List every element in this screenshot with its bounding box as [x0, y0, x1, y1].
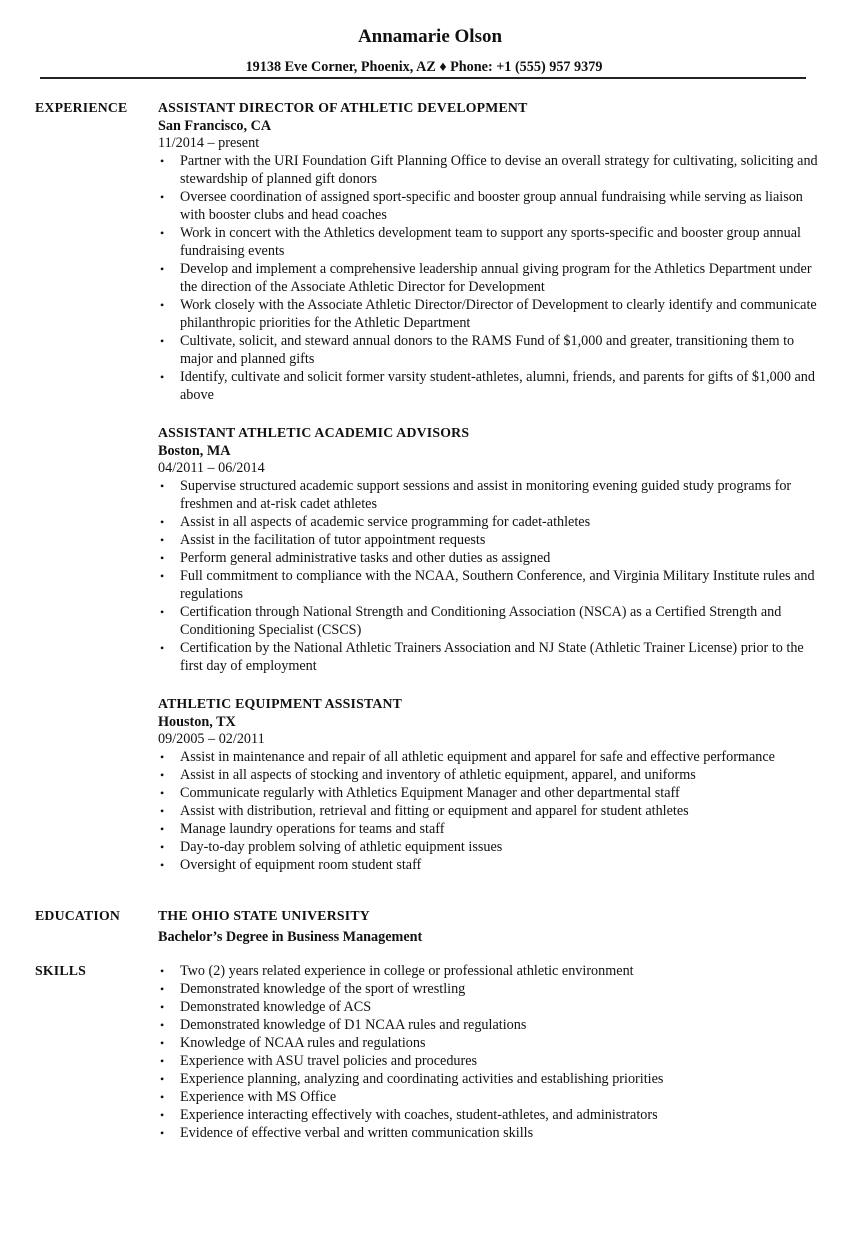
- bullet-item: [158, 1016, 818, 1034]
- bullet-icon: •: [160, 1018, 165, 1032]
- skills-label: SKILLS: [35, 963, 87, 978]
- bullet-item: [158, 1070, 818, 1088]
- bullet-item: [158, 188, 818, 224]
- bullet-text: Experience interacting effectively with coaches, student-athletes, and administrators: [180, 1107, 658, 1123]
- education-school: THE OHIO STATE UNIVERSITY: [158, 908, 370, 923]
- bullet-text: Demonstrated knowledge of D1 NCAA rules and regulations: [180, 1017, 527, 1033]
- job-entry: [158, 99, 818, 404]
- bullet-text: Partner with the URI Foundation Gift Planning Office to devise an overall strategy for cultivating, soliciting and stewardship of planned gift donors: [180, 153, 818, 187]
- bullet-icon: •: [160, 964, 165, 978]
- bullet-icon: •: [160, 786, 165, 800]
- bullet-item: [158, 1088, 818, 1106]
- job-bullets: [158, 152, 818, 404]
- bullet-text: Certification by the National Athletic Trainers Association and NJ State (Athletic Trainer License) prior to the first day of employment: [180, 640, 804, 674]
- bullet-item: [158, 802, 818, 820]
- education-degree: Bachelor’s Degree in Business Management: [158, 929, 423, 945]
- bullet-icon: •: [160, 226, 165, 240]
- bullet-icon: •: [160, 533, 165, 547]
- bullet-item: [158, 838, 818, 856]
- bullet-item: [158, 603, 818, 639]
- experience-jobs: [158, 99, 818, 894]
- job-location: Houston, TX: [158, 714, 236, 730]
- bullet-text: Work in concert with the Athletics development team to support any sports-specific and booster group annual fundraising events: [180, 225, 801, 259]
- bullet-icon: •: [160, 858, 165, 872]
- bullet-icon: •: [160, 298, 165, 312]
- skills-list: [158, 962, 818, 1142]
- bullet-icon: •: [160, 569, 165, 583]
- job-title: ASSISTANT ATHLETIC ACADEMIC ADVISORS: [158, 425, 470, 440]
- bullet-item: [158, 513, 818, 531]
- bullet-item: [158, 296, 818, 332]
- bullet-item: [158, 784, 818, 802]
- bullet-item: [158, 998, 818, 1016]
- bullet-text: Cultivate, solicit, and steward annual donors to the RAMS Fund of $1,000 and greater, transitioning them to major and planned gifts: [180, 333, 795, 367]
- bullet-item: [158, 1034, 818, 1052]
- candidate-name: Annamarie Olson: [357, 26, 503, 47]
- bullet-item: [158, 477, 818, 513]
- bullet-icon: •: [160, 262, 165, 276]
- bullet-icon: •: [160, 370, 165, 384]
- job-location: Boston, MA: [158, 443, 231, 459]
- bullet-text: Demonstrated knowledge of ACS: [180, 999, 372, 1015]
- job-dates: 04/2011 – 06/2014: [158, 460, 265, 476]
- bullet-text: Day-to-day problem solving of athletic equipment issues: [180, 839, 503, 855]
- job-entry: [158, 695, 818, 874]
- bullet-item: [158, 639, 818, 675]
- bullet-item: [158, 531, 818, 549]
- job-bullets: [158, 748, 818, 874]
- bullet-icon: •: [160, 804, 165, 818]
- bullet-text: Experience planning, analyzing and coordinating activities and establishing priorities: [180, 1071, 664, 1087]
- job-title: ASSISTANT DIRECTOR OF ATHLETIC DEVELOPMENT: [158, 100, 528, 115]
- bullet-icon: •: [160, 1126, 165, 1140]
- bullet-icon: •: [160, 551, 165, 565]
- bullet-item: [158, 224, 818, 260]
- bullet-icon: •: [160, 1090, 165, 1104]
- bullet-icon: •: [160, 982, 165, 996]
- job-dates: 11/2014 – present: [158, 135, 260, 151]
- bullet-item: [158, 368, 818, 404]
- bullet-icon: •: [160, 641, 165, 655]
- bullet-text: Assist in the facilitation of tutor appointment requests: [180, 532, 486, 548]
- bullet-text: Oversight of equipment room student staff: [180, 857, 422, 873]
- education-body: [158, 907, 818, 946]
- job-dates: 09/2005 – 02/2011: [158, 731, 265, 747]
- bullet-icon: •: [160, 768, 165, 782]
- bullet-icon: •: [160, 1054, 165, 1068]
- bullet-item: [158, 332, 818, 368]
- experience-label: EXPERIENCE: [35, 100, 128, 115]
- bullet-text: Demonstrated knowledge of the sport of wrestling: [180, 981, 466, 997]
- bullet-item: [158, 748, 818, 766]
- bullet-text: Evidence of effective verbal and written communication skills: [180, 1125, 534, 1141]
- header-divider: [40, 77, 806, 79]
- bullet-icon: •: [160, 840, 165, 854]
- bullet-item: [158, 1106, 818, 1124]
- bullet-icon: •: [160, 750, 165, 764]
- bullet-text: Assist in all aspects of stocking and inventory of athletic equipment, apparel, and uniforms: [180, 767, 696, 783]
- bullet-text: Assist in maintenance and repair of all athletic equipment and apparel for safe and effective performance: [180, 749, 775, 765]
- bullet-text: Perform general administrative tasks and other duties as assigned: [180, 550, 551, 566]
- bullet-icon: •: [160, 334, 165, 348]
- bullet-text: Full commitment to compliance with the NCAA, Southern Conference, and Virginia Military Institute rules and regulations: [180, 568, 815, 602]
- bullet-icon: •: [160, 479, 165, 493]
- bullet-text: Knowledge of NCAA rules and regulations: [180, 1035, 426, 1051]
- bullet-text: Oversee coordination of assigned sport-specific and booster group annual fundraising while serving as liaison with booster clubs and head coaches: [180, 189, 803, 223]
- bullet-text: Experience with MS Office: [180, 1089, 337, 1105]
- bullet-item: [158, 856, 818, 874]
- bullet-text: Experience with ASU travel policies and procedures: [180, 1053, 478, 1069]
- contact-line: 19138 Eve Corner, Phoenix, AZ ♦ Phone: +1 (555) 957 9379: [245, 59, 603, 75]
- bullet-icon: •: [160, 1072, 165, 1086]
- bullet-item: [158, 980, 818, 998]
- bullet-text: Two (2) years related experience in college or professional athletic environment: [180, 963, 634, 979]
- bullet-icon: •: [160, 1108, 165, 1122]
- bullet-item: [158, 567, 818, 603]
- bullet-item: [158, 152, 818, 188]
- education-label: EDUCATION: [35, 908, 121, 923]
- bullet-text: Supervise structured academic support sessions and assist in monitoring evening guided study programs for freshmen and at-risk cadet athletes: [180, 478, 792, 512]
- bullet-icon: •: [160, 190, 165, 204]
- bullet-item: [158, 962, 818, 980]
- bullet-text: Identify, cultivate and solicit former varsity student-athletes, alumni, friends, and parents for gifts of $1,000 and above: [180, 369, 815, 403]
- bullet-item: [158, 1052, 818, 1070]
- bullet-icon: •: [160, 822, 165, 836]
- bullet-text: Assist with distribution, retrieval and fitting or equipment and apparel for student athletes: [180, 803, 689, 819]
- bullet-icon: •: [160, 1000, 165, 1014]
- bullet-text: Work closely with the Associate Athletic Director/Director of Development to clearly identify and communicate philanthropic priorities for the Athletic Department: [180, 297, 817, 331]
- bullet-icon: •: [160, 1036, 165, 1050]
- bullet-item: [158, 549, 818, 567]
- bullet-item: [158, 1124, 818, 1142]
- job-location: San Francisco, CA: [158, 118, 272, 134]
- bullet-icon: •: [160, 605, 165, 619]
- bullet-text: Develop and implement a comprehensive leadership annual giving program for the Athletics Department under the direction of the Associate Athletic Director for Development: [180, 261, 812, 295]
- bullet-text: Manage laundry operations for teams and staff: [180, 821, 445, 837]
- bullet-text: Assist in all aspects of academic service programming for cadet-athletes: [180, 514, 591, 530]
- skills-body: [158, 962, 818, 1142]
- bullet-icon: •: [160, 515, 165, 529]
- job-entry: [158, 424, 818, 675]
- bullet-text: Communicate regularly with Athletics Equipment Manager and other departmental staff: [180, 785, 680, 801]
- job-title: ATHLETIC EQUIPMENT ASSISTANT: [158, 696, 403, 711]
- bullet-item: [158, 260, 818, 296]
- job-bullets: [158, 477, 818, 675]
- bullet-item: [158, 766, 818, 784]
- bullet-item: [158, 820, 818, 838]
- bullet-text: Certification through National Strength and Conditioning Association (NSCA) as a Certified Strength and Conditioning Specialist (CSCS): [180, 604, 782, 638]
- bullet-icon: •: [160, 154, 165, 168]
